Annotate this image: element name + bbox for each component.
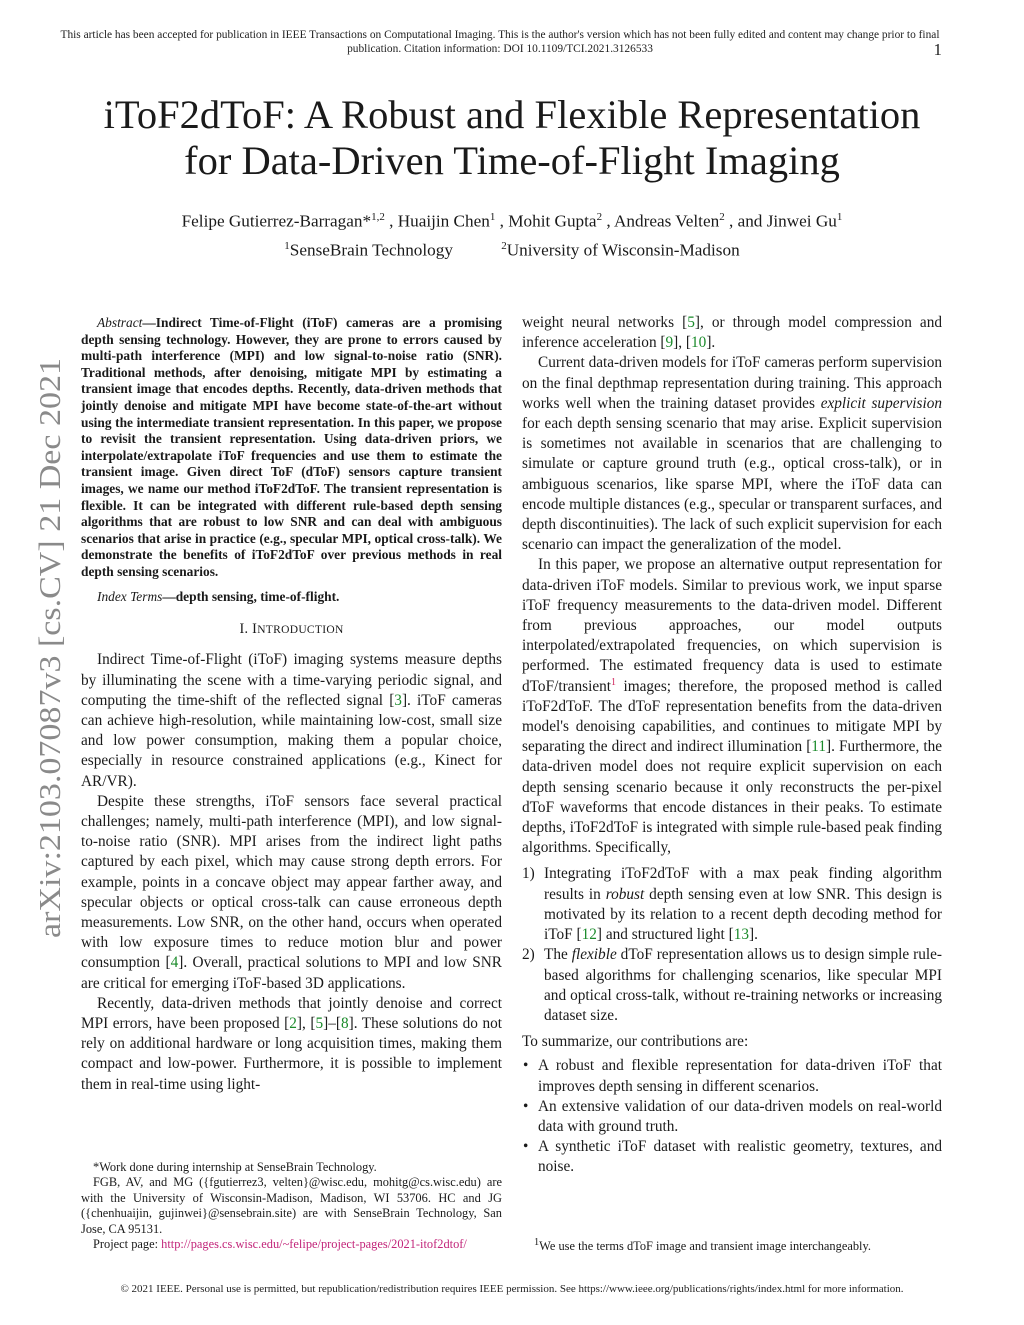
footnote-number: 1 [534,1237,540,1248]
list-item: • A robust and flexible representation for data-driven iToF that improves depth sensing in different scenarios. [523,1057,942,1095]
footnote-emails: FGB, AV, and MG ({fgutierrez3, velten}@wisc.edu, mohitg@cs.wisc.edu) are with the University of Wisconsin-Madison, Madison, WI 53706. HC and JG ({chenhuaijin, gujinwei}@sensebrain.site) are with SenseBrain Technology, San Jose, CA 95131. [81,1175,502,1236]
list-item: • An extensive validation of our data-driven models on real-world data with ground truth. [523,1097,942,1135]
arxiv-id: arXiv:2103.07087v3 [cs.CV] 21 Dec 2021 [33,417,67,938]
author-name: and Jinwei Gu [737,211,837,231]
project-page-link[interactable]: http://pages.cs.wisc.edu/~felipe/project-pages/2021-itof2dtof/ [161,1237,467,1252]
title-line-2: for Data-Driven Time-of-Flight Imaging [184,138,840,183]
author-sup: 1 [836,211,843,223]
affiliation: $^1$SenseBrain Technology [284,239,453,260]
author-name: Mohit Gupta [508,211,597,231]
summary-intro: To summarize, our contributions are: [522,1033,749,1051]
author-sup: 1 [489,211,496,223]
right-footnote [522,1235,942,1254]
right-paragraph-3: In this paper, we propose an alternative output representation for data-driven iToF models. Similar to previous work, we input sparse iToF frequency measurements to the data-driven model. Different from previous approaches, our model outputs interpolated/extrapolated frequencies, on which supervision is performed. The estimated frequency data is used to estimate dToF/transient$^1$ images; therefore, the proposed method is called iToF2dToF. The dToF representation benefits from the data-driven model's denoising capabilities, and continues to mitigate MPI by separating the direct and indirect illumination [11]. Furthermore, the data-driven model does not require explicit supervision on each depth sensing scenario because it only reconstructs the per-pixel dToF waveforms that encode distances in their peaks. To estimate depths, iToF2dToF is integrated with simple rule-based peak finding algorithms. Specifically, [522,556,943,857]
affiliation: $^2$University of Wisconsin-Madison [501,239,740,260]
citation-link[interactable]: 3 [394,691,402,709]
citation-link[interactable]: 5 [315,1014,324,1032]
footnote-marker[interactable]: 1 [611,676,617,688]
footnote-transient: $^1$We use the terms dToF image and transient image interchangeably. [534,1237,871,1254]
citation-link[interactable]: 4 [170,954,179,972]
section-heading: I. INTRODUCTION [239,621,344,638]
abstract-text: —Indirect Time-of-Flight (iToF) cameras are a promising depth sensing technology. However, they are prone to errors caused by multi-path interference (MPI) and low signal-to-noise ratio (SNR). Traditional methods, after denoising, mitigate MPI by estimating a transient image that encodes depths. Recently, data-driven methods that jointly denoise and mitigate MPI have become state-of-the-art without using the intermediate transient representation. In this paper, we propose to revisit the transient representation. Using data-driven priors, we interpolate/extrapolate iToF frequencies and use them to estimate the transient image. Given direct ToF (dToF) sensors capture transient images, we name our method iToF2dToF. The transient representation is flexible. It can be integrated with different rule-based depth sensing algorithms that are robust to low SNR and can deal with ambiguous scenarios that arise in practice (e.g., specular MPI, optical cross-talk). We demonstrate the benefits of iToF2dToF over previous methods in real depth sensing scenarios. [81,315,502,579]
method-list [522,864,942,1026]
index-terms [81,589,502,606]
right-paragraph-1: weight neural networks [5], or through model compression and inference acceleration [9], [10]. [522,314,942,352]
author-sup: 2 [596,211,603,223]
author-name: Huaijin Chen [397,211,490,231]
paper-title [40,92,984,184]
citation-link[interactable]: 10 [691,334,707,352]
citation-link[interactable]: 12 [581,926,597,944]
page-number: 1 [933,40,942,59]
list-item: 2) The flexible dToF representation allows us to design simple rule-based algorithms for challenging scenarios, like specular MPI and optical cross-talk, without re-training networks or increasing dataset size. [522,946,942,1024]
intro-paragraph-1: Indirect Time-of-Flight (iToF) imaging systems measure depths by illuminating the scene with a time-varying periodic signal, and computing the time-shift of the reflected signal [3]. iToF cameras can achieve high-resolution, while maintaining low-cost, small size and low power consumption, making them a popular choice, especially in resource constrained applications (e.g., Kinect for AR/VR). [81,651,502,790]
author-list: Felipe Gutierrez-Barragan*$^{1,2}$ , Huaijin Chen$^1$ , Mohit Gupta$^2$ , Andreas Velten$^2$ , and Jinwei Gu$^1$ [181,211,843,231]
footnote-work-done: *Work done during internship at SenseBrain Technology. [93,1160,377,1174]
intro-paragraph-3: Recently, data-driven methods that jointly denoise and correct MPI errors, have been proposed [2], [5]–[8]. These solutions do not rely on additional hardware or long acquisition times, making them compact and low-power. Furthermore, it is possible to implement them in real-time using light- [81,994,502,1093]
intro-paragraph-2: Despite these strengths, iToF sensors face several practical challenges; namely, multi-path interference (MPI), and low signal-to-noise ratio (SNR). MPI arises from the indirect light paths captured by each pixel, which may cause strong depth errors. For example, points in a concave object may appear farther away, and specular objects or optical cross-talk can cause erroneous depth measurements. Low SNR, on the other hand, occurs when operated with low exposure times to reduce motion blur and power consumption [4]. Overall, practical solutions to MPI and low SNR are critical for emerging iToF-based 3D applications. [81,792,503,992]
header-note: This article has been accepted for publication in IEEE Transactions on Computational Imaging. This is the author's version which has not been fully edited and content may change prior to final publication. Citation information: DOI 10.1109/TCI.2021.3126533 [60,29,940,55]
citation-link[interactable]: 8 [340,1014,349,1032]
authors-block [40,205,984,262]
list-item: 1) Integrating iToF2dToF with a max peak finding algorithm results in robust depth sensing even at low SNR. This design is motivated by its relation to a recent depth decoding method for iToF [12] and structured light [13]. [522,865,942,944]
left-footnotes [81,1160,502,1252]
citation-link[interactable]: 2 [289,1014,297,1032]
citation-link[interactable]: 5 [687,314,695,331]
footnote-project: Project page: http://pages.cs.wisc.edu/~felipe/project-pages/2021-itof2dtof/ [93,1237,467,1252]
affiliation-list [40,234,984,263]
citation-link[interactable]: 13 [733,926,749,944]
author-name: Felipe Gutierrez-Barragan* [181,211,372,231]
abstract-label: Abstract [97,315,143,330]
abstract [81,315,502,581]
author-sup: 2 [719,211,725,223]
right-paragraph-2: Current data-driven models for iToF cameras perform supervision on the final depthmap representation during training. This approach works well when the training dataset provides explicit supervision for each depth sensing scenario that may arise. Explicit supervision is sometimes not available in scenarios that are challenging to simulate or capture ground truth (e.g., optical cross-talk), or in ambiguous scenarios, like sparse MPI, where the iToF data can encode multiple distances (e.g., specular or transparent surfaces, and depth discontinuities). The lack of such explicit supervision for each scenario can impact the generalization of the model. [522,354,943,554]
left-column [81,315,502,1095]
copyright-footer: © 2021 IEEE. Personal use is permitted, but republication/redistribution requires IEEE permission. See https://www.ieee.org/publications/rights/index.html for more information. [120,1283,904,1295]
citation-link[interactable]: 11 [811,738,827,756]
contributions-list [522,1056,942,1177]
index-terms-text: —depth sensing, time-of-flight. [162,588,340,604]
right-column [522,313,942,1178]
author-name: Andreas Velten [614,211,720,231]
citation-link[interactable]: 9 [665,334,674,352]
title-line-1: iToF2dToF: A Robust and Flexible Representation [103,92,921,137]
list-item: • A synthetic iToF dataset with realistic geometry, textures, and noise. [523,1138,942,1176]
index-terms-label: Index Terms [97,588,163,604]
arxiv-stamp [18,350,78,950]
author-sup: 1,2 [371,211,385,223]
